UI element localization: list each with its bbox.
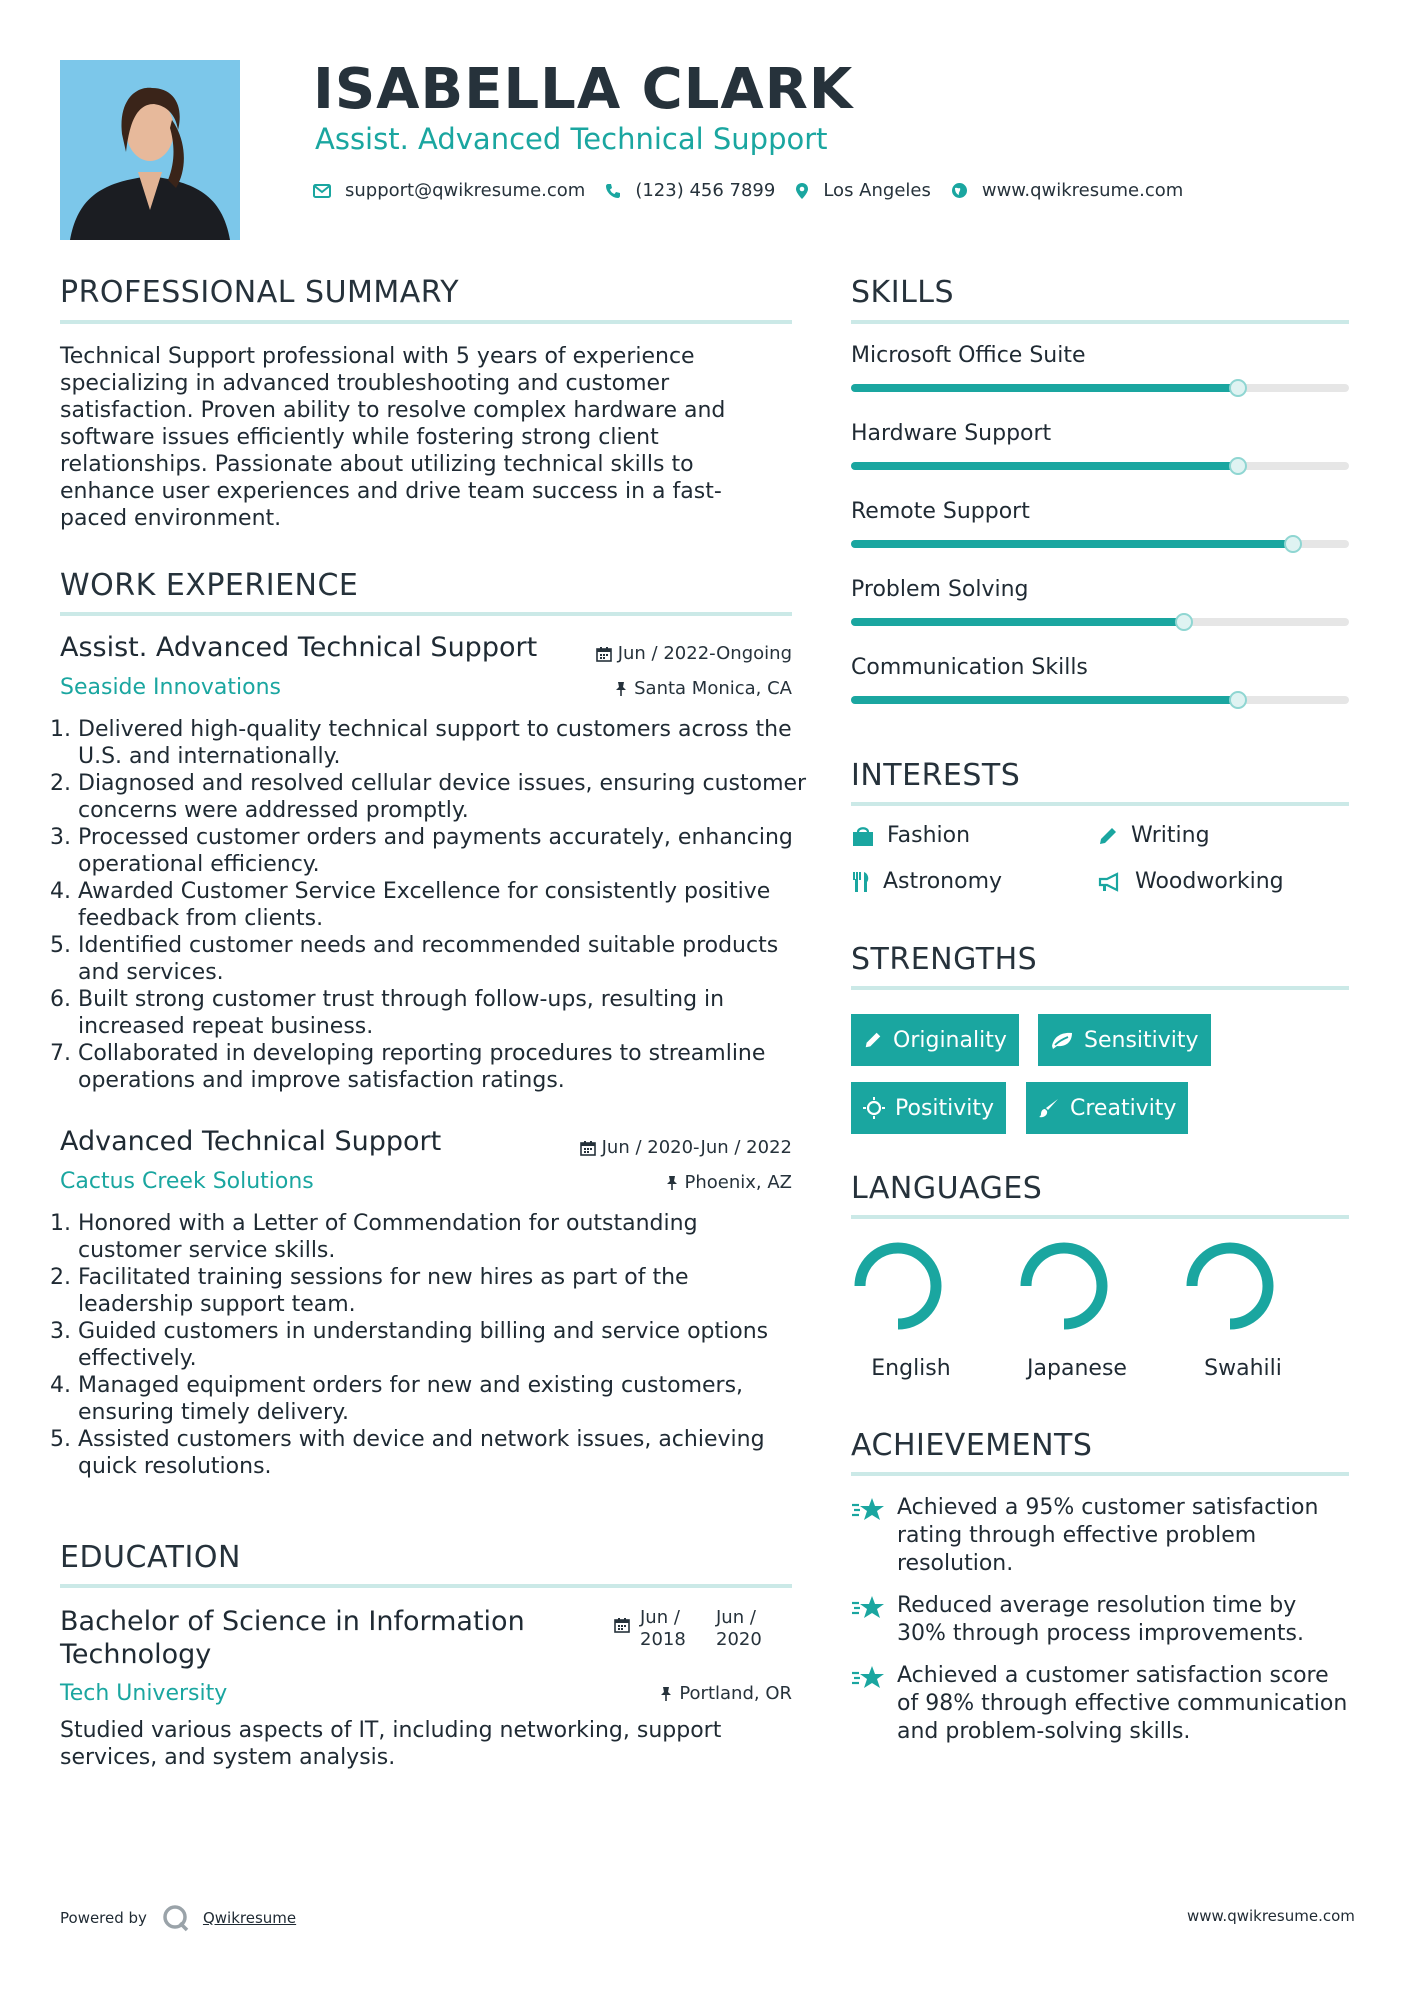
strength-label: Sensitivity — [1084, 1027, 1199, 1053]
interest-label: Astronomy — [883, 869, 1003, 894]
skill-bar-fill — [851, 696, 1239, 704]
language-item — [1012, 1238, 1178, 1381]
education-end-date — [716, 1607, 762, 1651]
contact-phone[interactable] — [605, 180, 775, 201]
languages-divider — [851, 1215, 1349, 1219]
skill-item — [851, 421, 1349, 499]
skill-label: Communication Skills — [851, 655, 1088, 680]
end-month: Jun / — [716, 1607, 756, 1628]
skill-label: Remote Support — [851, 499, 1030, 524]
calendar-icon — [614, 1617, 630, 1633]
experience-divider — [60, 612, 792, 616]
footer-brand — [60, 1903, 296, 1933]
skill-item — [851, 577, 1349, 655]
language-ring-arc — [1026, 1248, 1102, 1324]
profile-photo — [60, 60, 240, 240]
skill-bar-fill — [851, 540, 1294, 548]
skill-bar-knob — [1229, 691, 1247, 709]
language-ring-arc — [860, 1248, 936, 1324]
school-location — [540, 1683, 792, 1704]
skill-bar-knob — [1175, 613, 1193, 631]
contact-email[interactable] — [313, 180, 585, 201]
job-location-text: Phoenix, AZ — [684, 1172, 792, 1193]
interests-divider — [851, 802, 1349, 806]
interest-label: Fashion — [887, 823, 971, 848]
language-item — [1178, 1238, 1344, 1381]
strength-label: Positivity — [895, 1095, 995, 1121]
phone-text: (123) 456 7899 — [635, 180, 776, 201]
strength-chip — [851, 1014, 1019, 1066]
job-dates-text: Jun / 2022-Ongoing — [617, 643, 792, 664]
duty-item: 3. Processed customer orders and payments accurately, enhancing operational efficiency. — [78, 824, 808, 878]
skills-list — [851, 343, 1349, 733]
pushpin-icon — [659, 1686, 673, 1702]
interest-item — [851, 823, 970, 848]
contact-location — [795, 180, 931, 201]
education-start-date — [640, 1607, 686, 1651]
skill-item — [851, 499, 1349, 577]
language-ring — [1178, 1238, 1308, 1338]
job-dates-text: Jun / 2020-Jun / 2022 — [601, 1137, 792, 1158]
strength-chip — [1026, 1082, 1188, 1134]
school-name: Tech University — [60, 1681, 228, 1706]
strength-label: Creativity — [1070, 1095, 1177, 1121]
start-month: Jun / — [640, 1607, 680, 1628]
achievement-item — [851, 1662, 1349, 1746]
achievement-item — [851, 1494, 1349, 1578]
job-duties-list — [60, 716, 808, 1094]
experience-heading: WORK EXPERIENCE — [60, 568, 359, 603]
skill-bar-fill — [851, 462, 1239, 470]
qwikresume-logo-icon — [161, 1903, 191, 1933]
location-text: Los Angeles — [823, 180, 931, 201]
utensils-icon — [851, 870, 871, 894]
skill-bar — [851, 384, 1349, 392]
skill-bar-knob — [1229, 457, 1247, 475]
star-icon — [851, 1664, 885, 1692]
school-location-text: Portland, OR — [679, 1683, 792, 1704]
job-title: Advanced Technical Support — [60, 1126, 442, 1157]
job-location — [540, 678, 792, 699]
skill-bar — [851, 462, 1349, 470]
achievements-divider — [851, 1472, 1349, 1476]
job-title: Assist. Advanced Technical Support — [60, 632, 538, 663]
language-label: Swahili — [1204, 1356, 1282, 1381]
job-location — [540, 1172, 792, 1193]
email-text: support@qwikresume.com — [345, 180, 586, 201]
pushpin-icon — [665, 1175, 679, 1191]
skill-bar-fill — [851, 618, 1185, 626]
skill-item — [851, 343, 1349, 421]
languages-heading: LANGUAGES — [851, 1171, 1043, 1206]
achievements-heading: ACHIEVEMENTS — [851, 1428, 1093, 1463]
job-dates — [520, 1137, 792, 1158]
company-name: Cactus Creek Solutions — [60, 1169, 314, 1194]
powered-by-text: Powered by — [60, 1909, 147, 1927]
skills-heading: SKILLS — [851, 275, 955, 310]
pushpin-icon — [614, 681, 628, 697]
education-description: Studied various aspects of IT, including networking, support services, and system analysis. — [60, 1718, 722, 1770]
summary-text: Technical Support professional with 5 years of experience specializing in advanced troubleshooting and customer satisfaction. Proven ability to resolve complex hardware and software issues efficiently while fostering strong client relationships. Passionate about utilizing technical skills to enhance user experiences and drive team success in a fast-paced environment. — [60, 344, 726, 531]
person-photo-icon — [60, 60, 240, 240]
language-label: English — [871, 1356, 951, 1381]
paint-brush-icon — [1038, 1097, 1060, 1119]
skill-bar — [851, 618, 1349, 626]
duty-item: 4. Managed equipment orders for new and existing customers, ensuring timely delivery. — [78, 1372, 808, 1426]
language-ring — [846, 1238, 976, 1338]
globe-icon — [951, 182, 968, 199]
degree-line-2: Technology — [60, 1639, 212, 1670]
language-ring — [1012, 1238, 1142, 1338]
star-icon — [851, 1496, 885, 1524]
contact-bar — [313, 180, 1203, 201]
degree-line-1: Bachelor of Science in Information — [60, 1606, 525, 1637]
interest-label: Woodworking — [1135, 869, 1284, 894]
duty-item: 1. Delivered high-quality technical support to customers across the U.S. and internationally. — [78, 716, 808, 770]
contact-website[interactable] — [951, 180, 1183, 201]
job-location-text: Santa Monica, CA — [634, 678, 792, 699]
strength-chip — [851, 1082, 1006, 1134]
company-name: Seaside Innovations — [60, 675, 281, 700]
language-label: Japanese — [1027, 1356, 1127, 1381]
achievement-text: Achieved a 95% customer satisfaction rating through effective problem resolution. — [897, 1495, 1319, 1576]
duty-item: 4. Awarded Customer Service Excellence for consistently positive feedback from clients. — [78, 878, 808, 932]
skill-label: Hardware Support — [851, 421, 1052, 446]
duty-item: 1. Honored with a Letter of Commendation for outstanding customer service skills. — [78, 1210, 808, 1264]
job-duties-list — [60, 1210, 808, 1480]
duty-item: 7. Collaborated in developing reporting procedures to streamline operations and improve satisfaction ratings. — [78, 1040, 808, 1094]
summary-divider — [60, 320, 792, 324]
interest-label: Writing — [1131, 823, 1210, 848]
strengths-heading: STRENGTHS — [851, 942, 1038, 977]
brand-link[interactable]: Qwikresume — [202, 1909, 297, 1927]
job-dates — [540, 643, 792, 664]
phone-icon — [605, 183, 621, 199]
skill-bar-knob — [1229, 379, 1247, 397]
skill-bar — [851, 540, 1349, 548]
achievement-text: Achieved a customer satisfaction score of 98% through effective communication and problem-solving skills. — [897, 1663, 1348, 1744]
website-text: www.qwikresume.com — [981, 180, 1184, 201]
skill-bar — [851, 696, 1349, 704]
sun-icon — [863, 1097, 885, 1119]
megaphone-icon — [1097, 871, 1123, 893]
end-year: 2020 — [716, 1629, 762, 1650]
duty-item: 2. Diagnosed and resolved cellular device issues, ensuring customer concerns were addressed promptly. — [78, 770, 808, 824]
pencil-icon — [1097, 825, 1119, 847]
summary-heading: PROFESSIONAL SUMMARY — [60, 275, 460, 310]
interest-item — [851, 869, 1002, 894]
duty-item: 2. Facilitated training sessions for new hires as part of the leadership support team. — [78, 1264, 808, 1318]
interests-heading: INTERESTS — [851, 758, 1021, 793]
languages-list — [846, 1238, 1344, 1381]
skill-bar-knob — [1284, 535, 1302, 553]
start-year: 2018 — [640, 1629, 686, 1650]
skill-bar-fill — [851, 384, 1239, 392]
language-item — [846, 1238, 1012, 1381]
envelope-icon — [313, 184, 331, 198]
language-ring-arc — [1192, 1248, 1268, 1324]
leaf-icon — [1050, 1030, 1074, 1050]
achievement-text: Reduced average resolution time by 30% through process improvements. — [897, 1593, 1304, 1646]
strength-chip — [1038, 1014, 1211, 1066]
candidate-name: ISABELLA CLARK — [313, 57, 854, 122]
interest-item — [1097, 823, 1210, 848]
skills-divider — [851, 320, 1349, 324]
achievements-list — [851, 1494, 1349, 1746]
footer-website[interactable]: www.qwikresume.com — [1187, 1907, 1355, 1925]
interest-item — [1097, 869, 1284, 894]
education-calendar — [614, 1617, 630, 1637]
skill-label: Microsoft Office Suite — [851, 343, 1086, 368]
calendar-icon — [580, 1140, 596, 1156]
duty-item: 6. Built strong customer trust through follow-ups, resulting in increased repeat business. — [78, 986, 808, 1040]
education-heading: EDUCATION — [60, 1540, 241, 1575]
strength-label: Originality — [893, 1027, 1007, 1053]
calendar-icon — [596, 646, 612, 662]
map-pin-icon — [795, 182, 809, 200]
education-divider — [60, 1584, 792, 1588]
candidate-title: Assist. Advanced Technical Support — [315, 122, 828, 156]
pencil-icon — [863, 1030, 883, 1050]
achievement-item — [851, 1592, 1349, 1648]
shopping-bag-icon — [851, 825, 875, 847]
skill-item — [851, 655, 1349, 733]
duty-item: 5. Identified customer needs and recommended suitable products and services. — [78, 932, 808, 986]
strengths-divider — [851, 986, 1349, 990]
star-icon — [851, 1594, 885, 1622]
duty-item: 5. Assisted customers with device and network issues, achieving quick resolutions. — [78, 1426, 808, 1480]
skill-label: Problem Solving — [851, 577, 1029, 602]
duty-item: 3. Guided customers in understanding billing and service options effectively. — [78, 1318, 808, 1372]
